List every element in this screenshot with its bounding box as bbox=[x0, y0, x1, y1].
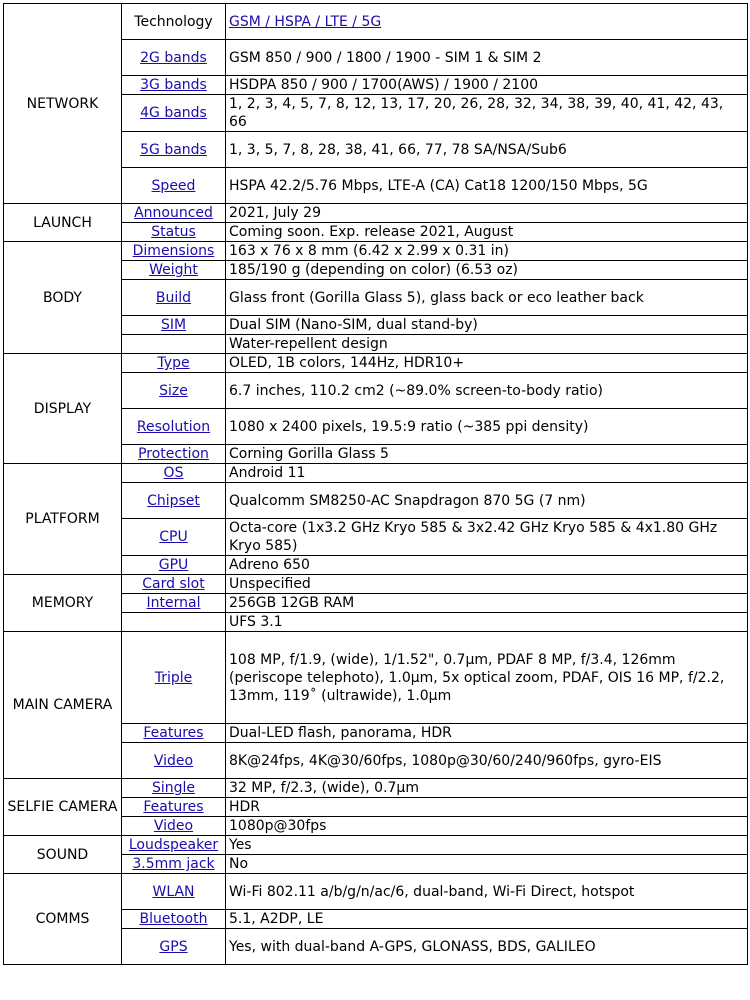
2g-bands-link[interactable]: 2G bands bbox=[140, 49, 207, 66]
spec-value-triple: 108 MP, f/1.9, (wide), 1/1.52", 0.7µm, PDAF 8 MP, f/3.4, 126mm (periscope telephoto), 1.0µm, 5x optical zoom, PDAF, OIS 16 MP, f/2.2, 13mm, 119˚ (ultrawide), 1.0µm bbox=[226, 632, 748, 724]
category-selfie-camera: SELFIE CAMERA bbox=[4, 779, 122, 836]
sim-link[interactable]: SIM bbox=[160, 317, 187, 333]
spec-key-loudspeaker bbox=[122, 836, 226, 855]
spec-value-wlan: Wi-Fi 802.11 a/b/g/n/ac/6, dual-band, Wi-Fi Direct, hotspot bbox=[226, 874, 748, 910]
spec-key-gpu bbox=[122, 556, 226, 575]
spec-key-size bbox=[122, 373, 226, 409]
category-display: DISPLAY bbox=[4, 354, 122, 464]
spec-key-3g-bands bbox=[122, 76, 226, 95]
spec-row-os bbox=[4, 464, 748, 483]
spec-row-loudspeaker bbox=[4, 836, 748, 855]
spec-value-announced: 2021, July 29 bbox=[226, 204, 748, 223]
spec-value-water-repellent: Water-repellent design bbox=[226, 335, 748, 354]
spec-value-3g-bands: HSDPA 850 / 900 / 1700(AWS) / 1900 / 2100 bbox=[226, 76, 748, 95]
spec-value-gpu: Adreno 650 bbox=[226, 556, 748, 575]
spec-row-card-slot bbox=[4, 575, 748, 594]
spec-value-protection: Corning Gorilla Glass 5 bbox=[226, 445, 748, 464]
spec-key-build bbox=[122, 280, 226, 316]
dimensions-link[interactable]: Dimensions bbox=[132, 243, 215, 259]
os-link[interactable]: OS bbox=[163, 465, 184, 481]
spec-key-main-features bbox=[122, 724, 226, 743]
spec-key-display-type bbox=[122, 354, 226, 373]
resolution-link[interactable]: Resolution bbox=[136, 418, 211, 435]
protection-link[interactable]: Protection bbox=[138, 446, 209, 462]
spec-row-single bbox=[4, 779, 748, 798]
spec-key-bluetooth bbox=[122, 910, 226, 929]
weight-link[interactable]: Weight bbox=[149, 262, 198, 278]
spec-value-technology bbox=[226, 4, 748, 40]
spec-row-technology bbox=[4, 4, 748, 40]
spec-key-announced bbox=[122, 204, 226, 223]
3g-bands-link[interactable]: 3G bands bbox=[140, 77, 207, 93]
announced-link[interactable]: Announced bbox=[134, 205, 213, 221]
spec-table bbox=[3, 3, 748, 965]
spec-value-loudspeaker: Yes bbox=[226, 836, 748, 855]
spec-value-selfie-features: HDR bbox=[226, 798, 748, 817]
spec-key-4g-bands bbox=[122, 95, 226, 132]
category-network: NETWORK bbox=[4, 4, 122, 204]
technology-link[interactable]: GSM / HSPA / LTE / 5G bbox=[229, 13, 382, 30]
spec-value-display-type: OLED, 1B colors, 144Hz, HDR10+ bbox=[226, 354, 748, 373]
spec-key-speed bbox=[122, 168, 226, 204]
display-type-link[interactable]: Type bbox=[157, 355, 190, 371]
spec-value-os: Android 11 bbox=[226, 464, 748, 483]
spec-key-technology: Technology bbox=[122, 4, 226, 40]
spec-value-bluetooth: 5.1, A2DP, LE bbox=[226, 910, 748, 929]
spec-value-selfie-video: 1080p@30fps bbox=[226, 817, 748, 836]
jack-link[interactable]: 3.5mm jack bbox=[132, 856, 215, 872]
spec-value-internal: 256GB 12GB RAM bbox=[226, 594, 748, 613]
spec-value-chipset: Qualcomm SM8250-AC Snapdragon 870 5G (7 nm) bbox=[226, 483, 748, 519]
spec-value-cpu: Octa-core (1x3.2 GHz Kryo 585 & 3x2.42 GHz Kryo 585 & 4x1.80 GHz Kryo 585) bbox=[226, 519, 748, 556]
card-slot-link[interactable]: Card slot bbox=[142, 576, 205, 592]
spec-key-os bbox=[122, 464, 226, 483]
speed-link[interactable]: Speed bbox=[151, 177, 196, 194]
spec-key-selfie-video bbox=[122, 817, 226, 836]
gpu-link[interactable]: GPU bbox=[158, 557, 189, 573]
spec-value-sim: Dual SIM (Nano-SIM, dual stand-by) bbox=[226, 316, 748, 335]
spec-row-wlan bbox=[4, 874, 748, 910]
spec-value-5g-bands: 1, 3, 5, 7, 8, 28, 38, 41, 66, 77, 78 SA/NSA/Sub6 bbox=[226, 132, 748, 168]
spec-key-status bbox=[122, 223, 226, 242]
spec-value-status: Coming soon. Exp. release 2021, August bbox=[226, 223, 748, 242]
spec-value-main-features: Dual-LED flash, panorama, HDR bbox=[226, 724, 748, 743]
category-main-camera: MAIN CAMERA bbox=[4, 632, 122, 779]
spec-value-4g-bands: 1, 2, 3, 4, 5, 7, 8, 12, 13, 17, 20, 26, 28, 32, 34, 38, 39, 40, 41, 42, 43, 66 bbox=[226, 95, 748, 132]
spec-key-internal bbox=[122, 594, 226, 613]
single-link[interactable]: Single bbox=[151, 780, 196, 796]
category-comms: COMMS bbox=[4, 874, 122, 965]
spec-key-2g-bands bbox=[122, 40, 226, 76]
spec-value-gps: Yes, with dual-band A-GPS, GLONASS, BDS, GALILEO bbox=[226, 929, 748, 965]
category-platform: PLATFORM bbox=[4, 464, 122, 575]
spec-row-dimensions bbox=[4, 242, 748, 261]
wlan-link[interactable]: WLAN bbox=[152, 883, 195, 900]
size-link[interactable]: Size bbox=[159, 382, 188, 399]
category-launch: LAUNCH bbox=[4, 204, 122, 242]
spec-key-gps bbox=[122, 929, 226, 965]
spec-key-weight bbox=[122, 261, 226, 280]
selfie-video-link[interactable]: Video bbox=[153, 818, 194, 834]
spec-key-card-slot bbox=[122, 575, 226, 594]
spec-value-main-video: 8K@24fps, 4K@30/60fps, 1080p@30/60/240/960fps, gyro-EIS bbox=[226, 743, 748, 779]
spec-value-card-slot: Unspecified bbox=[226, 575, 748, 594]
spec-key-resolution bbox=[122, 409, 226, 445]
gps-link[interactable]: GPS bbox=[159, 938, 188, 955]
category-memory: MEMORY bbox=[4, 575, 122, 632]
spec-row-announced bbox=[4, 204, 748, 223]
5g-bands-link[interactable]: 5G bands bbox=[140, 141, 207, 158]
spec-key-memory-empty bbox=[122, 613, 226, 632]
chipset-link[interactable]: Chipset bbox=[147, 492, 200, 509]
spec-key-cpu bbox=[122, 519, 226, 556]
4g-bands-link[interactable]: 4G bands bbox=[140, 105, 207, 121]
spec-key-main-video bbox=[122, 743, 226, 779]
spec-value-single: 32 MP, f/2.3, (wide), 0.7µm bbox=[226, 779, 748, 798]
spec-value-resolution: 1080 x 2400 pixels, 19.5:9 ratio (~385 ppi density) bbox=[226, 409, 748, 445]
build-link[interactable]: Build bbox=[155, 289, 192, 306]
spec-value-jack: No bbox=[226, 855, 748, 874]
spec-key-protection bbox=[122, 445, 226, 464]
loudspeaker-link[interactable]: Loudspeaker bbox=[128, 837, 219, 853]
spec-key-single bbox=[122, 779, 226, 798]
spec-key-chipset bbox=[122, 483, 226, 519]
triple-link[interactable]: Triple bbox=[154, 669, 193, 686]
spec-key-selfie-features bbox=[122, 798, 226, 817]
spec-value-speed: HSPA 42.2/5.76 Mbps, LTE-A (CA) Cat18 1200/150 Mbps, 5G bbox=[226, 168, 748, 204]
category-body: BODY bbox=[4, 242, 122, 354]
status-link[interactable]: Status bbox=[151, 224, 196, 240]
selfie-features-link[interactable]: Features bbox=[143, 799, 204, 815]
spec-key-sim bbox=[122, 316, 226, 335]
spec-key-wlan bbox=[122, 874, 226, 910]
main-video-link[interactable]: Video bbox=[153, 752, 194, 769]
spec-value-dimensions: 163 x 76 x 8 mm (6.42 x 2.99 x 0.31 in) bbox=[226, 242, 748, 261]
spec-key-5g-bands bbox=[122, 132, 226, 168]
spec-row-triple bbox=[4, 632, 748, 724]
spec-value-2g-bands: GSM 850 / 900 / 1800 / 1900 - SIM 1 & SIM 2 bbox=[226, 40, 748, 76]
spec-key-dimensions bbox=[122, 242, 226, 261]
main-features-link[interactable]: Features bbox=[143, 725, 204, 741]
spec-value-weight: 185/190 g (depending on color) (6.53 oz) bbox=[226, 261, 748, 280]
category-sound: SOUND bbox=[4, 836, 122, 874]
spec-key-body-empty bbox=[122, 335, 226, 354]
bluetooth-link[interactable]: Bluetooth bbox=[139, 911, 208, 927]
internal-link[interactable]: Internal bbox=[146, 595, 201, 611]
spec-value-ufs: UFS 3.1 bbox=[226, 613, 748, 632]
spec-key-triple bbox=[122, 632, 226, 724]
cpu-link[interactable]: CPU bbox=[159, 529, 188, 545]
spec-row-display-type bbox=[4, 354, 748, 373]
spec-key-jack bbox=[122, 855, 226, 874]
spec-value-size: 6.7 inches, 110.2 cm2 (~89.0% screen-to-body ratio) bbox=[226, 373, 748, 409]
spec-value-build: Glass front (Gorilla Glass 5), glass back or eco leather back bbox=[226, 280, 748, 316]
